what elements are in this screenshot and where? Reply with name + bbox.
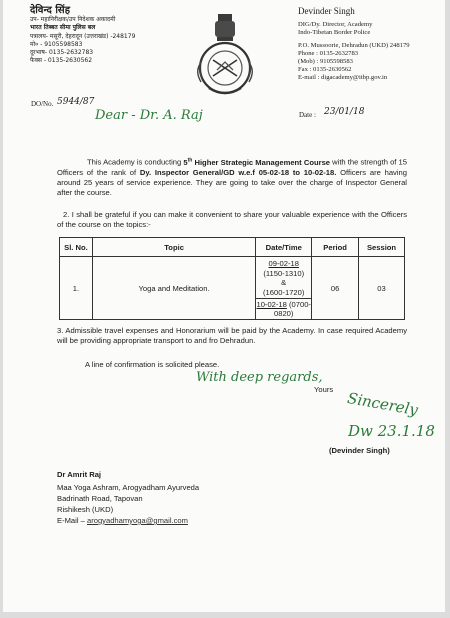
para1-text-b: with the strength of 15 Officers of the rank of	[57, 157, 407, 177]
date-block-2	[256, 299, 311, 319]
addressee-line-1: Maa Yoga Ashram, Arogyadham Ayurveda	[57, 483, 200, 492]
header-period: Period	[312, 238, 359, 257]
date-value: 23/01/18	[324, 107, 365, 117]
paragraph-1	[57, 155, 407, 199]
hindi-officer-name: देविन्द सिंह	[30, 5, 71, 16]
para1-rank-dates: Dy. Inspector General/GD w.e.f 05-02-18 to 10-02-18.	[139, 167, 337, 177]
closing-yours: Yours	[314, 385, 334, 394]
english-mobile: (Mob) : 9105598583	[298, 58, 353, 65]
handwritten-sincerely: Sincerely	[345, 389, 420, 420]
email-label: E-Mail –	[57, 516, 87, 525]
cell-session: 03	[359, 257, 405, 320]
handwritten-regards: With deep regards,	[196, 370, 323, 385]
para1-course-suffix: th	[187, 157, 193, 163]
para1-course-name: Higher Strategic Management Course	[192, 157, 331, 167]
hindi-phone: दूरभाष- 0135-2632783	[30, 49, 94, 56]
confirmation-line: A line of confirmation is solicited please.	[85, 360, 220, 369]
paragraph-2: 2. I shall be grateful if you can make it convenient to share your valuable experience with the Officers of the course on the topics:-	[57, 210, 407, 230]
time-2: (0700-0820)	[274, 300, 311, 318]
handwritten-salutation: Dear - Dr. A. Raj	[95, 108, 203, 123]
english-email: E-mail : digacademy@itbp.gov.in	[298, 74, 388, 81]
english-force: Indo-Tibetan Border Police	[298, 29, 371, 36]
hindi-designation: उप- महानिरीक्षक/उप निदेशक अकादमी	[30, 16, 116, 23]
time-joiner: &	[281, 278, 287, 287]
english-fax: Fax : 0135-2630562	[298, 66, 352, 73]
header-date-time: Date/Time	[256, 238, 312, 257]
english-address: P.O. Mussoorie, Dehradun (UKD) 248179	[298, 42, 410, 49]
paragraph-3: 3. Admissible travel expenses and Honorarium will be paid by the Academy. In case required Academy will be providing appropriate transport to and fro Dehradun.	[57, 326, 407, 346]
table-row	[60, 257, 405, 320]
handwritten-signature: Dw 23.1.18	[348, 422, 435, 440]
addressee-name: Dr Amrit Raj	[57, 470, 102, 479]
hindi-mobile: मो० - 9105598583	[30, 41, 83, 48]
topics-table	[59, 237, 405, 320]
cell-sl-no: 1.	[60, 257, 93, 320]
addressee-line-3: Rishikesh (UKD)	[57, 505, 114, 514]
do-number-value: 5944/87	[57, 97, 95, 107]
table-header-row	[60, 238, 405, 257]
time-1a: (1150-1310)	[263, 268, 305, 278]
para1-course-number: 5	[183, 157, 188, 167]
signer-name: (Devinder Singh)	[329, 446, 390, 455]
english-designation: DIG/Dy. Director, Academy	[298, 21, 373, 28]
hindi-address: पत्रालय- मसूरी, देहरादून (उत्तराखंड) -248179	[30, 33, 136, 40]
cell-topic: Yoga and Meditation.	[92, 257, 255, 320]
do-number-label: DO/No.	[31, 100, 54, 108]
date-label: Date :	[299, 111, 316, 119]
addressee-line-2: Badrinath Road, Tapovan	[57, 494, 143, 503]
hindi-fax: फैक्स - 0135-2630562	[30, 57, 93, 64]
letter-page	[3, 0, 445, 612]
hindi-force: भारत तिब्बत सीमा पुलिस बल	[30, 24, 96, 31]
itbp-emblem-icon	[191, 12, 259, 98]
english-phone: Phone : 0135-2632783	[298, 50, 359, 57]
date-2: 10-02-18	[256, 300, 287, 309]
header-session: Session	[359, 238, 405, 257]
cell-period: 06	[312, 257, 359, 320]
date-1: 09-02-18	[268, 259, 299, 268]
email-link[interactable]: arogyadhamyoga@gmail.com	[86, 516, 188, 525]
para1-text-c: Officers are having around 25 years of service experience. They are going to take over the charge of Inspector General after the course.	[57, 167, 407, 198]
header-topic: Topic	[92, 238, 255, 257]
header-sl-no: Sl. No.	[60, 238, 93, 257]
time-1b: (1600-1720)	[263, 287, 305, 297]
english-officer-name: Devinder Singh	[298, 6, 355, 16]
para1-text-a: This Academy is conducting	[87, 157, 184, 167]
cell-date-time	[256, 257, 312, 320]
date-block-1	[256, 257, 311, 299]
addressee-email-row	[57, 516, 188, 527]
